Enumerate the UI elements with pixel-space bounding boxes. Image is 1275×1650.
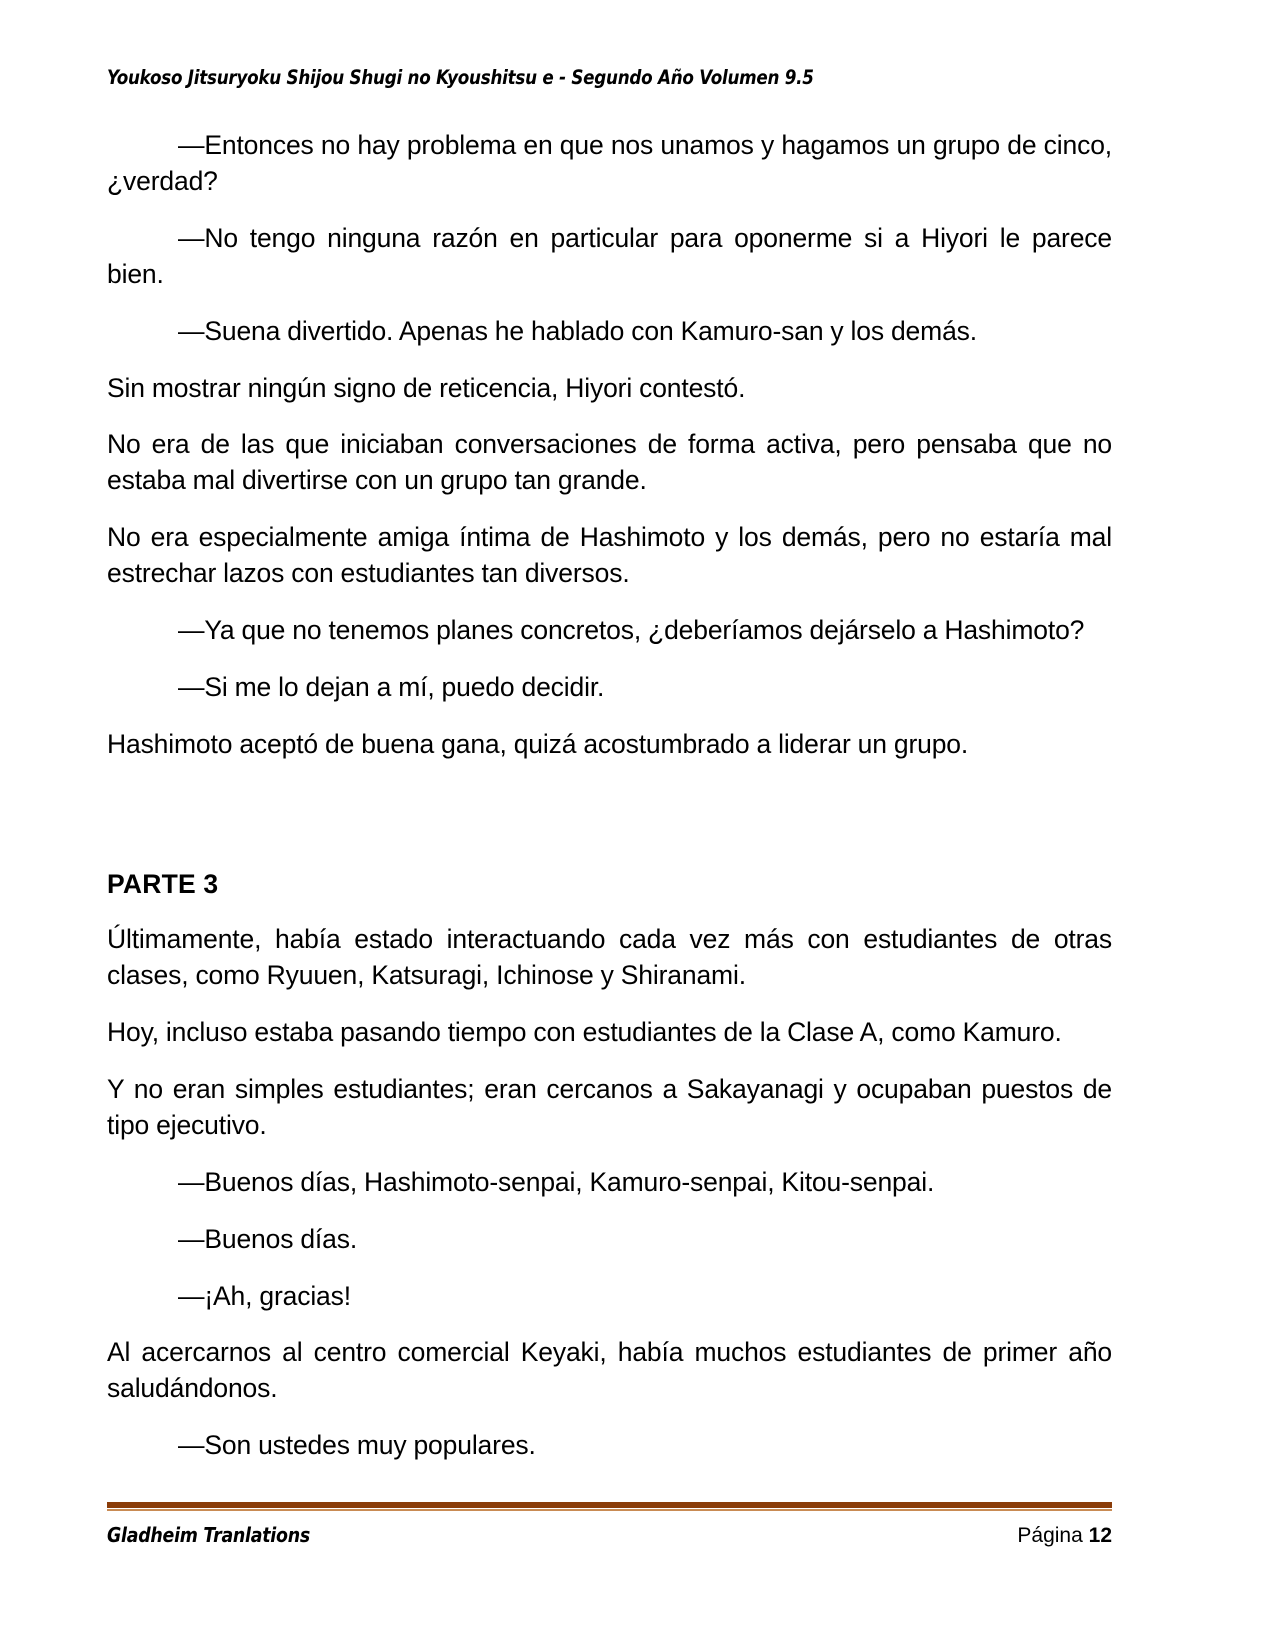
paragraph: No era de las que iniciaban conversaciones de forma activa, pero pensaba que no estaba mal divertirse con un grupo tan grande. [107,429,1112,496]
paragraph: No era especialmente amiga íntima de Hashimoto y los demás, pero no estaría mal estrechar lazos con estudiantes tan diversos. [107,522,1112,589]
paragraph: Y no eran simples estudiantes; eran cercanos a Sakayanagi y ocupaban puestos de tipo ejecutivo. [107,1073,1112,1140]
footer-divider-thin-line [107,1509,1112,1511]
section-heading: PARTE 3 [107,868,219,899]
paragraph: Hoy, incluso estaba pasando tiempo con estudiantes de la Clase A, como Kamuro. [107,1017,1062,1048]
document-body [107,128,1112,1464]
paragraph: —Entonces no hay problema en que nos unamos y hagamos un grupo de cinco, ¿verdad? [107,130,1112,196]
header-title: Youkoso Jitsuryoku Shijou Shugi no Kyoushitsu e - Segundo Año Volumen 9.5 [107,66,814,89]
paragraph-group-after-break [107,922,1112,1464]
paragraph: —No tengo ninguna razón en particular para oponerme si a Hiyori le parece bien. [107,222,1112,289]
paragraph: Al acercarnos al centro comercial Keyaki, había muchos estudiantes de primer año saludándonos. [107,1337,1112,1404]
paragraph: Hashimoto aceptó de buena gana, quizá acostumbrado a liderar un grupo. [107,728,969,759]
paragraph: —¡Ah, gracias! [178,1280,351,1311]
paragraph: —Suena divertido. Apenas he hablado con Kamuro-san y los demás. [178,315,977,346]
paragraph: —Buenos días, Hashimoto-senpai, Kamuro-senpai, Kitou-senpai. [178,1166,935,1197]
paragraph: Últimamente, había estado interactuando cada vez más con estudiantes de otras clases, como Ryuuen, Katsuragi, Ichinose y Shiranami. [107,924,1112,991]
paragraph: Sin mostrar ningún signo de reticencia, Hiyori contestó. [107,372,746,403]
paragraph: —Buenos días. [178,1223,358,1254]
paragraph: —Ya que no tenemos planes concretos, ¿deberíamos dejárselo a Hashimoto? [178,615,1085,646]
page-number: 12 [1088,1524,1112,1547]
running-header [107,68,1112,102]
page-number-label [1017,1525,1112,1546]
scene-break-spacer [107,763,1112,867]
paragraph: —Si me lo dejan a mí, puedo decidir. [178,671,605,702]
footer-divider-thick-line [107,1502,1112,1508]
paragraph-group-before-break [107,128,1112,763]
footer-row [107,1525,1112,1546]
footer-divider [107,1502,1112,1511]
footer-brand: Gladheim Tranlations [107,1523,310,1547]
running-footer [107,1502,1112,1546]
page-word: Página [1017,1524,1083,1547]
paragraph: —Son ustedes muy populares. [178,1430,536,1461]
